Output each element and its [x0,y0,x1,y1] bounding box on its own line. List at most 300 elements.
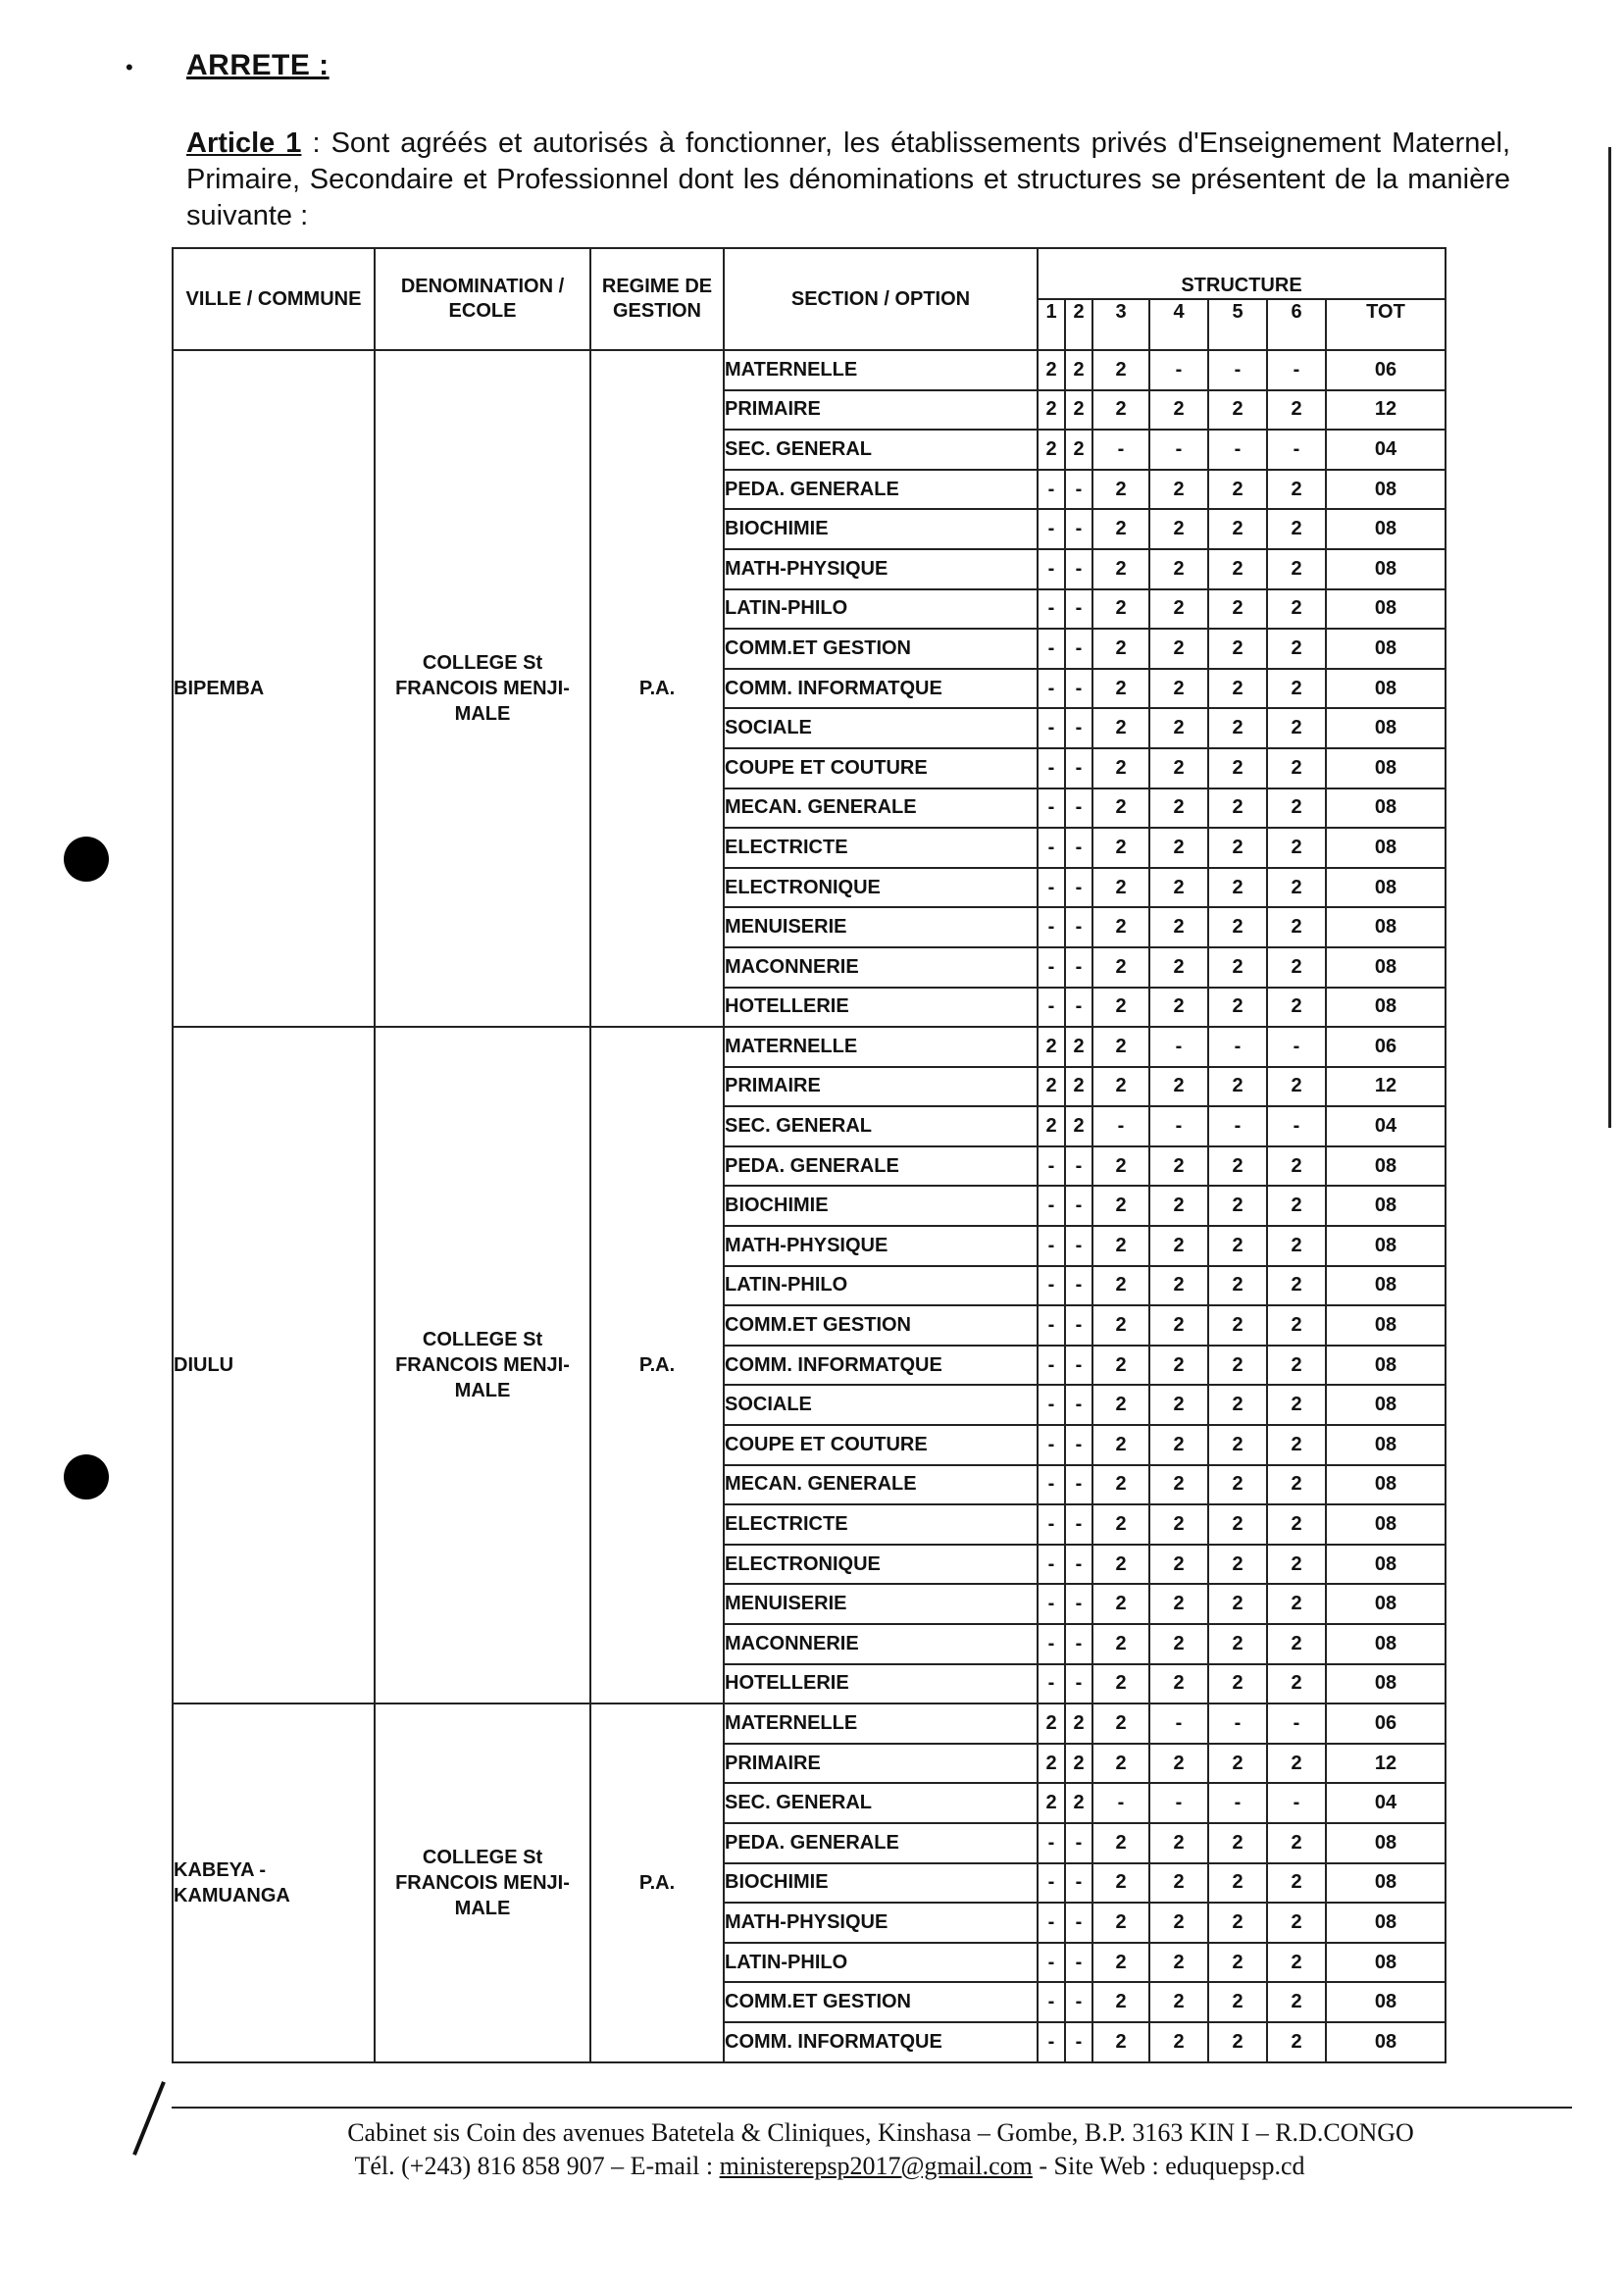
decree-heading: ARRETE : [186,49,330,81]
structure-cell: 2 [1267,988,1326,1028]
structure-cell: - [1065,988,1092,1028]
section-option-cell: MACONNERIE [724,947,1038,988]
structure-cell: 2 [1267,1146,1326,1187]
structure-cell: 2 [1092,1226,1149,1266]
structure-cell: 2 [1149,1266,1208,1306]
structure-cell: 2 [1149,828,1208,868]
structure-cell: - [1038,1584,1065,1624]
structure-cell: - [1149,430,1208,470]
structure-cell: 2 [1038,1783,1065,1823]
structure-cell: - [1038,1863,1065,1904]
structure-cell: 2 [1092,509,1149,549]
structure-cell: 2 [1092,1305,1149,1346]
total-cell: 08 [1326,828,1446,868]
section-option-cell: COMM. INFORMATQUE [724,2022,1038,2062]
structure-cell: 2 [1092,1943,1149,1983]
structure-cell: 2 [1149,788,1208,829]
schools-table [172,247,1446,2063]
total-cell: 12 [1326,1744,1446,1784]
total-cell: 08 [1326,1346,1446,1386]
structure-cell: 2 [1267,1425,1326,1465]
structure-cell: 2 [1149,1226,1208,1266]
structure-cell: 2 [1038,1744,1065,1784]
header-col-4: 4 [1149,299,1208,350]
structure-cell: 2 [1267,2022,1326,2062]
structure-cell: 2 [1092,390,1149,431]
total-cell: 08 [1326,1982,1446,2022]
structure-cell: 2 [1267,1385,1326,1425]
structure-cell: 2 [1092,589,1149,630]
header-section: SECTION / OPTION [724,248,1038,350]
structure-cell: - [1267,350,1326,390]
structure-cell: 2 [1092,828,1149,868]
structure-cell: - [1267,1027,1326,1067]
structure-cell: 2 [1149,1545,1208,1585]
structure-cell: 2 [1065,1067,1092,1107]
section-option-cell: PEDA. GENERALE [724,1823,1038,1863]
structure-cell: 2 [1208,788,1267,829]
table-row [173,1027,1446,1067]
structure-cell: - [1149,1783,1208,1823]
structure-cell: 2 [1092,1504,1149,1545]
structure-cell: 2 [1267,1266,1326,1306]
structure-cell: 2 [1065,1783,1092,1823]
structure-cell: 2 [1208,1385,1267,1425]
structure-cell: - [1038,509,1065,549]
group-ville: KABEYA - KAMUANGA [173,1703,375,2061]
section-option-cell: ELECTRICTE [724,828,1038,868]
total-cell: 04 [1326,1783,1446,1823]
structure-cell: 2 [1065,350,1092,390]
footer-tel: Tél. (+243) 816 858 907 – E-mail : [354,2152,720,2180]
structure-cell: 2 [1149,1186,1208,1226]
group-regime: P.A. [590,1703,724,2061]
section-option-cell: SEC. GENERAL [724,1106,1038,1146]
structure-cell: 2 [1208,1982,1267,2022]
structure-cell: 2 [1149,1664,1208,1704]
structure-cell: 2 [1149,1982,1208,2022]
section-option-cell: BIOCHIMIE [724,1863,1038,1904]
structure-cell: 2 [1208,1186,1267,1226]
structure-cell: 2 [1092,1346,1149,1386]
structure-cell: - [1038,1465,1065,1505]
structure-cell: 2 [1208,1823,1267,1863]
structure-cell: - [1065,1186,1092,1226]
total-cell: 08 [1326,1186,1446,1226]
structure-cell: 2 [1208,589,1267,630]
structure-cell: - [1267,1106,1326,1146]
structure-cell: 2 [1092,947,1149,988]
section-option-cell: MATH-PHYSIQUE [724,1226,1038,1266]
structure-cell: 2 [1267,629,1326,669]
article-colon: : [301,127,331,159]
section-option-cell: MENUISERIE [724,1584,1038,1624]
total-cell: 08 [1326,1624,1446,1664]
structure-cell: 2 [1149,669,1208,709]
header-col-5: 5 [1208,299,1267,350]
total-cell: 08 [1326,1305,1446,1346]
structure-cell: - [1065,1903,1092,1943]
structure-cell: 2 [1267,470,1326,510]
header-ville: VILLE / COMMUNE [173,248,375,350]
structure-cell: 2 [1065,1744,1092,1784]
structure-cell: 2 [1149,947,1208,988]
structure-cell: - [1038,788,1065,829]
structure-cell: - [1065,589,1092,630]
structure-cell: - [1267,430,1326,470]
table-header-row [173,248,1446,299]
header-col-1: 1 [1038,299,1065,350]
header-col-3: 3 [1092,299,1149,350]
section-option-cell: PRIMAIRE [724,1067,1038,1107]
structure-cell: - [1038,1425,1065,1465]
structure-cell: 2 [1092,1545,1149,1585]
structure-cell: 2 [1092,907,1149,947]
structure-cell: - [1038,748,1065,788]
punch-hole [64,837,109,882]
structure-cell: 2 [1149,1067,1208,1107]
structure-cell: 2 [1092,1186,1149,1226]
structure-cell: 2 [1065,390,1092,431]
total-cell: 08 [1326,1545,1446,1585]
structure-cell: - [1065,1584,1092,1624]
section-option-cell: SEC. GENERAL [724,430,1038,470]
structure-cell: 2 [1267,1903,1326,1943]
table-body [173,350,1446,2062]
structure-cell: - [1065,549,1092,589]
structure-cell: 2 [1149,1465,1208,1505]
structure-cell: - [1038,1266,1065,1306]
total-cell: 08 [1326,509,1446,549]
structure-cell: 2 [1149,1346,1208,1386]
structure-cell: 2 [1208,907,1267,947]
structure-cell: - [1038,1943,1065,1983]
group-regime: P.A. [590,1027,724,1703]
structure-cell: 2 [1149,1943,1208,1983]
structure-cell: 2 [1267,1465,1326,1505]
structure-cell: - [1038,1305,1065,1346]
total-cell: 08 [1326,748,1446,788]
structure-cell: 2 [1267,907,1326,947]
structure-cell: - [1208,1106,1267,1146]
structure-cell: - [1038,708,1065,748]
structure-cell: 2 [1092,1703,1149,1744]
structure-cell: - [1038,1823,1065,1863]
structure-cell: - [1065,1823,1092,1863]
structure-cell: 2 [1149,1584,1208,1624]
group-denomination: COLLEGE St FRANCOIS MENJI-MALE [375,350,590,1027]
total-cell: 08 [1326,2022,1446,2062]
structure-cell: 2 [1149,1903,1208,1943]
structure-cell: - [1065,2022,1092,2062]
structure-cell: - [1065,1266,1092,1306]
structure-cell: 2 [1208,1584,1267,1624]
structure-cell: 2 [1149,907,1208,947]
section-option-cell: SOCIALE [724,1385,1038,1425]
structure-cell: - [1065,509,1092,549]
structure-cell: - [1038,629,1065,669]
structure-cell: 2 [1149,708,1208,748]
structure-cell: 2 [1149,988,1208,1028]
structure-cell: - [1065,1664,1092,1704]
structure-cell: - [1065,868,1092,908]
structure-cell: 2 [1267,1943,1326,1983]
structure-cell: 2 [1149,509,1208,549]
structure-cell: - [1038,549,1065,589]
structure-cell: - [1038,669,1065,709]
structure-cell: - [1065,629,1092,669]
structure-cell: 2 [1267,669,1326,709]
structure-cell: 2 [1065,1106,1092,1146]
total-cell: 08 [1326,629,1446,669]
structure-cell: 2 [1149,2022,1208,2062]
structure-cell: - [1065,1943,1092,1983]
header-col-tot: TOT [1326,299,1446,350]
structure-cell: - [1065,1346,1092,1386]
section-option-cell: MECAN. GENERALE [724,788,1038,829]
total-cell: 08 [1326,1146,1446,1187]
total-cell: 04 [1326,430,1446,470]
structure-cell: - [1065,470,1092,510]
section-option-cell: MECAN. GENERALE [724,1465,1038,1505]
total-cell: 08 [1326,1903,1446,1943]
structure-cell: - [1092,430,1149,470]
structure-cell: - [1065,708,1092,748]
structure-cell: - [1038,1504,1065,1545]
structure-cell: 2 [1208,947,1267,988]
total-cell: 08 [1326,589,1446,630]
group-regime: P.A. [590,350,724,1027]
structure-cell: - [1065,1385,1092,1425]
total-cell: 06 [1326,1027,1446,1067]
structure-cell: 2 [1267,390,1326,431]
total-cell: 08 [1326,1226,1446,1266]
structure-cell: - [1038,2022,1065,2062]
structure-cell: 2 [1267,589,1326,630]
article-body: Sont agréés et autorisés à fonctionner, les établissements privés d'Enseignement Maternel, Primaire, Secondaire et Professionnel dont les dénominations et structures se présentent de la manière suivante : [186,127,1511,231]
structure-cell: - [1038,1664,1065,1704]
total-cell: 08 [1326,1823,1446,1863]
structure-cell: - [1092,1106,1149,1146]
structure-cell: 2 [1149,589,1208,630]
structure-cell: - [1208,1703,1267,1744]
total-cell: 08 [1326,1943,1446,1983]
structure-cell: - [1065,1545,1092,1585]
structure-cell: 2 [1092,988,1149,1028]
section-option-cell: LATIN-PHILO [724,1943,1038,1983]
footer-rule [172,2107,1572,2109]
structure-cell: 2 [1208,390,1267,431]
structure-cell: - [1208,350,1267,390]
structure-cell: 2 [1267,1504,1326,1545]
structure-cell: - [1038,1346,1065,1386]
margin-line [1608,147,1611,1128]
structure-cell: 2 [1149,1425,1208,1465]
article-1 [186,126,1510,234]
total-cell: 08 [1326,788,1446,829]
structure-cell: 2 [1267,1346,1326,1386]
structure-cell: 2 [1208,1226,1267,1266]
structure-cell: 2 [1149,390,1208,431]
structure-cell: - [1065,1465,1092,1505]
structure-cell: 2 [1149,629,1208,669]
structure-cell: 2 [1149,1385,1208,1425]
structure-cell: 2 [1092,788,1149,829]
structure-cell: - [1065,669,1092,709]
total-cell: 04 [1326,1106,1446,1146]
total-cell: 08 [1326,947,1446,988]
section-option-cell: ELECTRONIQUE [724,1545,1038,1585]
structure-cell: 2 [1208,509,1267,549]
structure-cell: 2 [1092,1465,1149,1505]
structure-cell: - [1092,1783,1149,1823]
structure-cell: - [1038,1545,1065,1585]
structure-cell: 2 [1092,629,1149,669]
structure-cell: - [1065,907,1092,947]
total-cell: 08 [1326,1504,1446,1545]
group-ville: BIPEMBA [173,350,375,1027]
total-cell: 06 [1326,1703,1446,1744]
footer-contact [18,2152,1624,2181]
structure-cell: 2 [1267,1545,1326,1585]
structure-cell: 2 [1208,1067,1267,1107]
structure-cell: - [1149,1703,1208,1744]
structure-cell: 2 [1208,1305,1267,1346]
structure-cell: 2 [1208,1465,1267,1505]
total-cell: 08 [1326,1584,1446,1624]
structure-cell: 2 [1149,1823,1208,1863]
structure-cell: 2 [1208,2022,1267,2062]
structure-cell: 2 [1208,629,1267,669]
structure-cell: 2 [1267,868,1326,908]
total-cell: 08 [1326,1385,1446,1425]
structure-cell: 2 [1267,1186,1326,1226]
structure-cell: 2 [1267,1823,1326,1863]
total-cell: 08 [1326,1266,1446,1306]
structure-cell: 2 [1208,1146,1267,1187]
structure-cell: 2 [1208,748,1267,788]
structure-cell: 2 [1149,1504,1208,1545]
section-option-cell: COMM. INFORMATQUE [724,669,1038,709]
structure-cell: 2 [1092,669,1149,709]
structure-cell: 2 [1092,868,1149,908]
structure-cell: 2 [1149,549,1208,589]
structure-cell: 2 [1267,549,1326,589]
structure-cell: - [1038,828,1065,868]
structure-cell: 2 [1092,1584,1149,1624]
footer-email: ministerepsp2017@gmail.com [719,2152,1033,2180]
table-row [173,350,1446,390]
structure-cell: 2 [1038,430,1065,470]
structure-cell: 2 [1149,1305,1208,1346]
structure-cell: 2 [1149,868,1208,908]
section-option-cell: MACONNERIE [724,1624,1038,1664]
footer-site: - Site Web : eduquepsp.cd [1032,2152,1305,2180]
total-cell: 08 [1326,1863,1446,1904]
section-option-cell: MATH-PHYSIQUE [724,549,1038,589]
structure-cell: 2 [1092,748,1149,788]
structure-cell: 2 [1092,1982,1149,2022]
structure-cell: 2 [1092,1744,1149,1784]
structure-cell: 2 [1092,1664,1149,1704]
structure-cell: 2 [1208,988,1267,1028]
total-cell: 08 [1326,1664,1446,1704]
header-structure: STRUCTURE [1038,248,1446,299]
structure-cell: 2 [1092,1266,1149,1306]
structure-cell: - [1149,350,1208,390]
structure-cell: 2 [1038,1067,1065,1107]
structure-cell: 2 [1267,1067,1326,1107]
section-option-cell: MATERNELLE [724,350,1038,390]
structure-cell: 2 [1149,1624,1208,1664]
structure-cell: 2 [1267,1584,1326,1624]
structure-cell: 2 [1092,549,1149,589]
header-regime: REGIME DE GESTION [590,248,724,350]
header-denomination: DENOMINATION / ECOLE [375,248,590,350]
structure-cell: 2 [1267,1226,1326,1266]
structure-cell: 2 [1092,1027,1149,1067]
total-cell: 08 [1326,708,1446,748]
structure-cell: - [1267,1703,1326,1744]
structure-cell: 2 [1267,1305,1326,1346]
section-option-cell: BIOCHIMIE [724,509,1038,549]
total-cell: 06 [1326,350,1446,390]
structure-cell: 2 [1092,470,1149,510]
section-option-cell: COMM. INFORMATQUE [724,1346,1038,1386]
structure-cell: - [1038,988,1065,1028]
structure-cell: - [1038,1385,1065,1425]
structure-cell: 2 [1092,1863,1149,1904]
structure-cell: 2 [1208,1266,1267,1306]
structure-cell: 2 [1038,1106,1065,1146]
structure-cell: - [1038,1903,1065,1943]
structure-cell: 2 [1092,1067,1149,1107]
section-option-cell: MENUISERIE [724,907,1038,947]
section-option-cell: PRIMAIRE [724,390,1038,431]
structure-cell: 2 [1092,1425,1149,1465]
structure-cell: 2 [1208,470,1267,510]
structure-cell: - [1065,828,1092,868]
group-denomination: COLLEGE St FRANCOIS MENJI-MALE [375,1027,590,1703]
section-option-cell: HOTELLERIE [724,988,1038,1028]
structure-cell: - [1065,748,1092,788]
structure-cell: 2 [1065,430,1092,470]
structure-cell: 2 [1267,788,1326,829]
section-option-cell: COUPE ET COUTURE [724,748,1038,788]
structure-cell: - [1038,907,1065,947]
section-option-cell: COMM.ET GESTION [724,1305,1038,1346]
structure-cell: - [1149,1027,1208,1067]
structure-cell: 2 [1038,350,1065,390]
structure-cell: 2 [1092,708,1149,748]
section-option-cell: MATERNELLE [724,1703,1038,1744]
structure-cell: - [1065,788,1092,829]
header-col-6: 6 [1267,299,1326,350]
structure-cell: - [1208,1783,1267,1823]
structure-cell: 2 [1267,1664,1326,1704]
section-option-cell: COUPE ET COUTURE [724,1425,1038,1465]
structure-cell: 2 [1267,947,1326,988]
bullet-mark: • [126,55,133,79]
structure-cell: - [1038,1624,1065,1664]
group-denomination: COLLEGE St FRANCOIS MENJI-MALE [375,1703,590,2061]
structure-cell: - [1208,1027,1267,1067]
section-option-cell: MATH-PHYSIQUE [724,1903,1038,1943]
section-option-cell: LATIN-PHILO [724,589,1038,630]
total-cell: 08 [1326,470,1446,510]
structure-cell: 2 [1065,1703,1092,1744]
structure-cell: 2 [1149,1146,1208,1187]
